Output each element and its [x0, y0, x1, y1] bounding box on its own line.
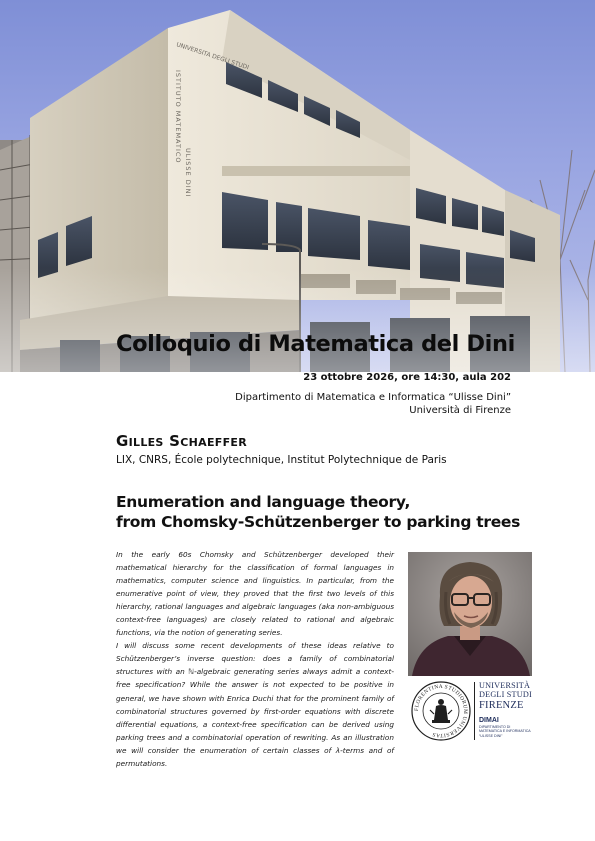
logo-uni-line2: DEGLI STUDI — [479, 689, 532, 699]
university-seal-icon — [410, 680, 472, 742]
logo-dept-line1: DIPARTIMENTO DI — [479, 725, 511, 729]
logo-dept-line3: “ULISSE DINI” — [479, 733, 503, 738]
colloquium-title: Colloquio di Matematica del Dini — [116, 331, 515, 357]
logo-uni-line1: UNIVERSITÀ — [479, 681, 531, 690]
logo-uni-line3: FIRENZE — [479, 699, 524, 711]
logo-dept-name — [479, 725, 531, 738]
event-venue — [235, 392, 511, 417]
university-name: Università di Firenze — [409, 404, 511, 416]
logo-dept-acronym: DIMAI — [479, 717, 499, 724]
building-photo — [0, 0, 595, 372]
speaker-portrait — [408, 552, 532, 676]
talk-title — [116, 492, 520, 532]
header-building-photo — [0, 0, 595, 372]
logo-divider — [474, 682, 475, 740]
logo-dept-line2: MATEMATICA E INFORMATICA — [479, 729, 531, 734]
department-name: Dipartimento di Matematica e Informatica “Ulisse Dini” — [235, 392, 511, 403]
talk-abstract — [116, 548, 394, 770]
event-date-time-place: 23 ottobre 2026, ore 14:30, aula 202 — [303, 372, 511, 383]
talk-title-line1: Enumeration and language theory, — [116, 493, 411, 511]
speaker-affiliation: LIX, CNRS, École polytechnique, Institut Polytechnique de Paris — [116, 454, 447, 466]
logo-university-name — [479, 682, 532, 712]
speaker-name: Gilles Schaeffer — [116, 432, 248, 450]
portrait-photo — [408, 552, 532, 676]
talk-title-line2: from Chomsky-Schützenberger to parking trees — [116, 513, 521, 531]
abstract-paragraph-1: In the early 60s Chomsky and Schützenberger developed their mathematical hierarchy for the classification of formal languages in mathematics, computer science and linguistics. In particular, from the enumerative point of view, they proved that the first two levels of this hierarchy, rational languages and algebraic languages (aka non-ambiguous context-free languages) are closely related to rational and algebraic functions, via the notion of generating series. — [116, 550, 394, 638]
university-logo — [408, 680, 548, 742]
seal-text: FLORENTINA STUDIORUM UNIVERSITAS — [413, 683, 469, 739]
abstract-paragraph-2: I will discuss some recent developments of these ideas relative to Schützenberger’s inverse question: does a family of combinatorial structures with an ℕ-algebraic generating series always admit a context-free specification? While the answer is not expected to be positive in general, we have shown with Enrica Duchi that for the prominent family of combinatorial structures governed by first-order equations with discrete differential equations, a context-free specification can be derived using parking trees and a combinatorial operation of rewriting. As an illustration we will consider the enumeration of certain classes of λ-terms and of permutations. — [116, 641, 394, 768]
